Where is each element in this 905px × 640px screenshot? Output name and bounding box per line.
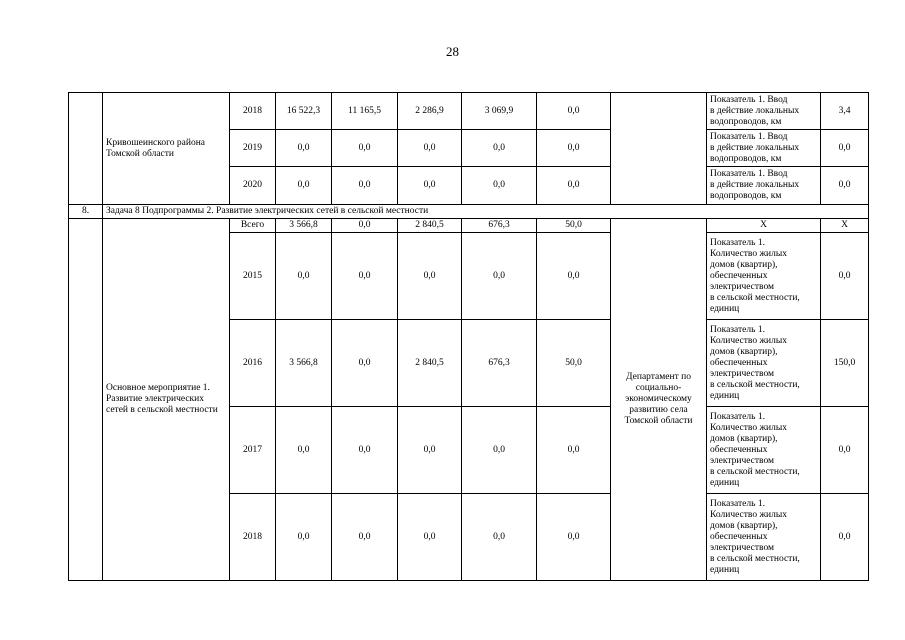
amount-cell: 0,0 [537,494,611,581]
indicator-cell: Х [707,219,821,233]
amount-cell: 0,0 [276,407,332,494]
amount-cell: 0,0 [537,130,611,167]
amount-cell: 2 840,5 [398,219,462,233]
amount-cell: 0,0 [537,407,611,494]
page-number: 28 [446,44,459,59]
department-cell: Департамент по социально-экономическому развитию села Томской области [611,219,707,581]
indicator-cell: Показатель 1. Ввод в действие локальных водопроводов, км [707,130,821,167]
amount-cell: 676,3 [462,320,537,407]
amount-cell: 0,0 [462,130,537,167]
amount-cell: 3 566,8 [276,219,332,233]
indicator-value-cell: 0,0 [821,167,869,205]
amount-cell: 0,0 [276,494,332,581]
year-cell: 2020 [230,167,276,205]
amount-cell: 0,0 [332,219,398,233]
year-cell: Всего [230,219,276,233]
amount-cell: 50,0 [537,320,611,407]
amount-cell: 2 286,9 [398,93,462,130]
amount-cell: 0,0 [276,130,332,167]
amount-cell: 0,0 [332,167,398,205]
indicator-cell: Показатель 1. Ввод в действие локальных водопроводов, км [707,167,821,205]
amount-cell: 0,0 [462,233,537,320]
department-cell [611,93,707,205]
program-table [68,92,869,581]
amount-cell: 0,0 [276,167,332,205]
table-row [69,93,869,130]
year-cell: 2018 [230,494,276,581]
amount-cell: 0,0 [398,167,462,205]
indicator-value-cell: 150,0 [821,320,869,407]
amount-cell: 0,0 [332,320,398,407]
indicator-value-cell: Х [821,219,869,233]
amount-cell: 676,3 [462,219,537,233]
task-title: Задача 8 Подпрограммы 2. Развитие электрических сетей в сельской местности [103,205,869,219]
amount-cell: 0,0 [332,407,398,494]
amount-cell: 0,0 [398,130,462,167]
year-cell: 2015 [230,233,276,320]
indicator-value-cell: 0,0 [821,407,869,494]
activity-name-cell: Основное мероприятие 1. Развитие электрических сетей в сельской местности [103,219,230,581]
amount-cell: 0,0 [332,130,398,167]
amount-cell: 0,0 [537,233,611,320]
amount-cell: 0,0 [332,233,398,320]
activity-name-cell: Кривошеинского района Томской области [103,93,230,205]
amount-cell: 0,0 [462,494,537,581]
amount-cell: 11 165,5 [332,93,398,130]
amount-cell: 0,0 [398,233,462,320]
year-cell: 2019 [230,130,276,167]
row-number-cell [69,219,103,581]
indicator-value-cell: 0,0 [821,494,869,581]
indicator-value-cell: 0,0 [821,130,869,167]
indicator-cell: Показатель 1. Количество жилых домов (квартир), обеспеченных электричеством в сельской местности, единиц [707,407,821,494]
indicator-cell: Показатель 1. Количество жилых домов (квартир), обеспеченных электричеством в сельской местности, единиц [707,494,821,581]
row-number-cell [69,93,103,205]
indicator-value-cell: 3,4 [821,93,869,130]
year-cell: 2016 [230,320,276,407]
table-row [69,219,869,233]
year-cell: 2018 [230,93,276,130]
amount-cell: 0,0 [462,167,537,205]
task-row [69,205,869,219]
amount-cell: 0,0 [462,407,537,494]
amount-cell: 0,0 [537,93,611,130]
amount-cell: 0,0 [537,167,611,205]
year-cell: 2017 [230,407,276,494]
indicator-cell: Показатель 1. Количество жилых домов (квартир), обеспеченных электричеством в сельской местности, единиц [707,320,821,407]
amount-cell: 3 069,9 [462,93,537,130]
amount-cell: 3 566,8 [276,320,332,407]
amount-cell: 16 522,3 [276,93,332,130]
indicator-cell: Показатель 1. Ввод в действие локальных водопроводов, км [707,93,821,130]
amount-cell: 0,0 [276,233,332,320]
indicator-value-cell: 0,0 [821,233,869,320]
indicator-cell: Показатель 1. Количество жилых домов (квартир), обеспеченных электричеством в сельской местности, единиц [707,233,821,320]
amount-cell: 50,0 [537,219,611,233]
amount-cell: 0,0 [398,407,462,494]
amount-cell: 0,0 [398,494,462,581]
amount-cell: 0,0 [332,494,398,581]
task-number: 8. [69,205,103,219]
amount-cell: 2 840,5 [398,320,462,407]
